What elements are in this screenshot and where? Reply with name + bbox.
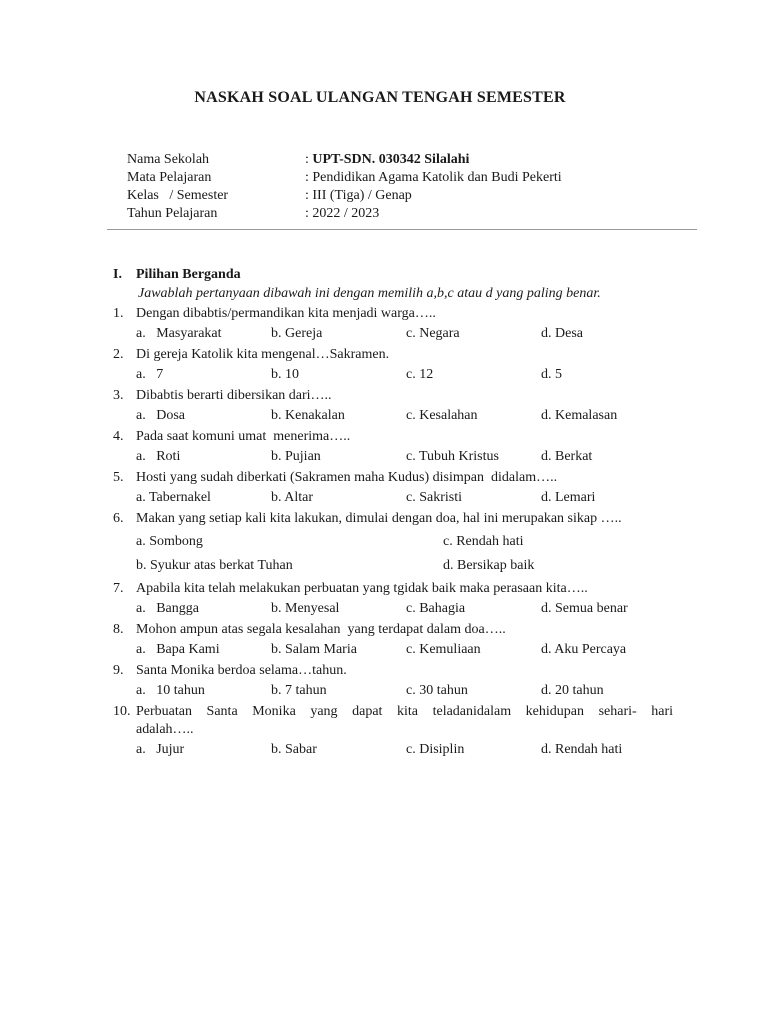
answer-options xyxy=(136,557,673,575)
answer-options xyxy=(136,641,673,659)
answer-options xyxy=(136,366,673,384)
meta-label: Tahun Pelajaran xyxy=(127,206,218,221)
question-text: Makan yang setiap kali kita lakukan, dimulai dengan doa, hal ini merupakan sikap ….. xyxy=(136,511,622,526)
meta-separator: : xyxy=(305,170,313,185)
option-d: d. Desa xyxy=(541,326,583,341)
option-b: b. Salam Maria xyxy=(271,642,357,657)
option-c: c. Bahagia xyxy=(406,601,466,616)
school-name: UPT-SDN. 030342 Silalahi xyxy=(312,152,470,167)
answer-options xyxy=(136,600,673,618)
question-text: Pada saat komuni umat menerima….. xyxy=(136,429,351,444)
question-list xyxy=(113,305,673,762)
option-c: c. Kemuliaan xyxy=(406,642,481,657)
option-a: a. Bangga xyxy=(136,601,199,616)
option-a: a. Tabernakel xyxy=(136,490,211,505)
option-d: d. Semua benar xyxy=(541,601,628,616)
answer-options xyxy=(136,741,673,759)
question-item xyxy=(113,510,673,575)
section-instruction: Jawablah pertanyaan dibawah ini dengan memilih a,b,c atau d yang paling benar. xyxy=(138,286,601,301)
option-b: b. Syukur atas berkat Tuhan xyxy=(136,558,293,573)
option-b: b. Menyesal xyxy=(271,601,340,616)
answer-options xyxy=(136,682,673,700)
answer-options xyxy=(136,325,673,343)
question-number: 10. xyxy=(113,704,131,719)
question-number: 4. xyxy=(113,429,124,444)
answer-options xyxy=(136,448,673,466)
option-a: a. Roti xyxy=(136,449,181,464)
question-item xyxy=(113,305,673,343)
option-a: a. 7 xyxy=(136,367,164,382)
option-c: c. 30 tahun xyxy=(406,683,468,698)
header-divider xyxy=(107,229,697,230)
meta-row-subject xyxy=(127,169,562,187)
question-number: 1. xyxy=(113,306,124,321)
question-text-continued: adalah….. xyxy=(136,722,194,737)
question-item xyxy=(113,469,673,507)
option-b: b. Gereja xyxy=(271,326,323,341)
question-item xyxy=(113,662,673,700)
option-b: b. Kenakalan xyxy=(271,408,345,423)
question-text: Di gereja Katolik kita mengenal…Sakramen. xyxy=(136,347,390,362)
question-text: Mohon ampun atas segala kesalahan yang terdapat dalam doa….. xyxy=(136,622,506,637)
question-item xyxy=(113,346,673,384)
option-a: a. Dosa xyxy=(136,408,185,423)
question-number: 9. xyxy=(113,663,124,678)
option-c: c. 12 xyxy=(406,367,434,382)
option-d: d. Berkat xyxy=(541,449,593,464)
option-b: b. 10 xyxy=(271,367,299,382)
option-a: a. Bapa Kami xyxy=(136,642,220,657)
question-number: 2. xyxy=(113,347,124,362)
page-title: NASKAH SOAL ULANGAN TENGAH SEMESTER xyxy=(194,89,566,106)
option-d: d. Lemari xyxy=(541,490,596,505)
option-d: d. 20 tahun xyxy=(541,683,604,698)
question-number: 8. xyxy=(113,622,124,637)
option-c: c. Kesalahan xyxy=(406,408,478,423)
meta-row-school xyxy=(127,151,562,169)
option-b: b. Altar xyxy=(271,490,313,505)
school-info xyxy=(127,151,562,223)
question-item xyxy=(113,580,673,618)
question-text: Hosti yang sudah diberkati (Sakramen maha Kudus) disimpan didalam….. xyxy=(136,470,558,485)
question-text: Dengan dibabtis/permandikan kita menjadi warga….. xyxy=(136,306,436,321)
option-c: c. Tubuh Kristus xyxy=(406,449,499,464)
meta-label: Mata Pelajaran xyxy=(127,170,212,185)
option-c: c. Sakristi xyxy=(406,490,462,505)
section-number: I. xyxy=(113,267,122,282)
school-year: 2022 / 2023 xyxy=(312,206,380,221)
option-a: a. Jujur xyxy=(136,742,185,757)
subject-name: Pendidikan Agama Katolik dan Budi Pekerti xyxy=(312,170,562,185)
option-b: b. 7 tahun xyxy=(271,683,327,698)
meta-label: Nama Sekolah xyxy=(127,152,210,167)
answer-options xyxy=(136,407,673,425)
meta-separator: : xyxy=(305,152,313,167)
question-number: 5. xyxy=(113,470,124,485)
answer-options xyxy=(136,489,673,507)
question-number: 7. xyxy=(113,581,124,596)
answer-options xyxy=(136,533,673,551)
meta-label: Kelas / Semester xyxy=(127,188,229,203)
option-b: b. Pujian xyxy=(271,449,321,464)
question-text: Perbuatan Santa Monika yang dapat kita teladanidalam kehidupan sehari- hari xyxy=(136,704,673,719)
option-d: d. Kemalasan xyxy=(541,408,618,423)
question-number: 3. xyxy=(113,388,124,403)
option-b: b. Sabar xyxy=(271,742,317,757)
option-c: c. Negara xyxy=(406,326,460,341)
meta-row-year xyxy=(127,205,562,223)
option-a: a. Sombong xyxy=(136,534,203,549)
question-item xyxy=(113,703,673,759)
option-c: c. Disiplin xyxy=(406,742,465,757)
option-a: a. Masyarakat xyxy=(136,326,222,341)
option-d: d. 5 xyxy=(541,367,562,382)
question-item xyxy=(113,428,673,466)
meta-separator: : xyxy=(305,206,313,221)
question-text: Santa Monika berdoa selama…tahun. xyxy=(136,663,347,678)
question-item xyxy=(113,387,673,425)
option-d: d. Bersikap baik xyxy=(443,558,535,573)
meta-row-class xyxy=(127,187,562,205)
question-item xyxy=(113,621,673,659)
section-title: Pilihan Berganda xyxy=(136,267,241,282)
question-text: Apabila kita telah melakukan perbuatan yang tgidak baik maka perasaan kita….. xyxy=(136,581,588,596)
question-text: Dibabtis berarti dibersikan dari….. xyxy=(136,388,332,403)
class-semester: III (Tiga) / Genap xyxy=(312,188,412,203)
option-a: a. 10 tahun xyxy=(136,683,205,698)
option-d: d. Rendah hati xyxy=(541,742,623,757)
question-number: 6. xyxy=(113,511,124,526)
section-header xyxy=(113,266,683,303)
option-c: c. Rendah hati xyxy=(443,534,524,549)
meta-separator: : xyxy=(305,188,313,203)
option-d: d. Aku Percaya xyxy=(541,642,627,657)
